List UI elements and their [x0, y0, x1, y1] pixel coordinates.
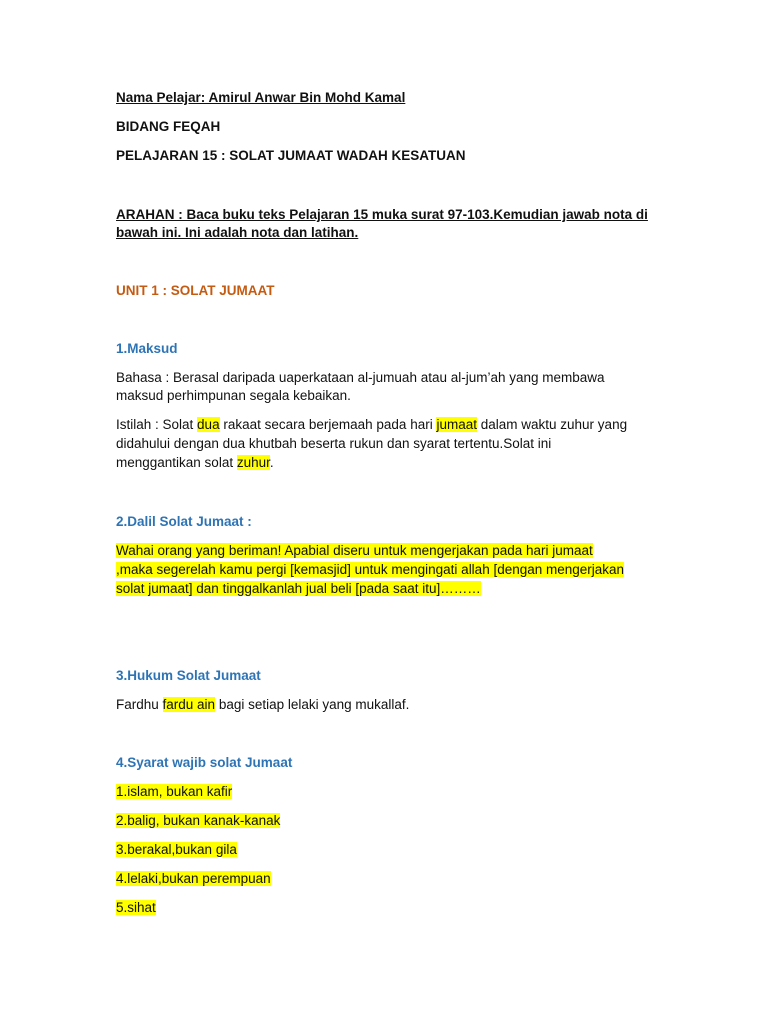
hukum-heading: 3.Hukum Solat Jumaat: [116, 668, 261, 683]
dalil-heading: 2.Dalil Solat Jumaat :: [116, 514, 252, 529]
syarat-item-5: 5.sihat: [116, 900, 156, 915]
dalil-line-2: [116, 560, 624, 579]
istilah-line-2: didahului dengan dua khutbah beserta rukun dan syarat tertentu.Solat ini: [116, 436, 552, 451]
instruction-line-1: ARAHAN : Baca buku teks Pelajaran 15 muka surat 97-103.Kemudian jawab nota di: [116, 207, 648, 222]
hukum-line: [116, 695, 409, 714]
highlight-dua: dua: [197, 417, 220, 432]
syarat-item-4: 4.lelaki,bukan perempuan: [116, 871, 271, 886]
istilah-text-a: Istilah : Solat: [116, 417, 198, 432]
syarat-heading: 4.Syarat wajib solat Jumaat: [116, 755, 293, 770]
istilah-line-3: [116, 453, 274, 472]
istilah-text-d: menggantikan solat: [116, 455, 237, 470]
student-name: Nama Pelajar: Amirul Anwar Bin Mohd Kamal: [116, 90, 406, 105]
highlight-fardu-ain: fardu ain: [162, 697, 216, 712]
dalil-line-3: [116, 579, 481, 598]
istilah-line-1: [116, 415, 627, 434]
list-item: [116, 898, 156, 917]
lesson-title: PELAJARAN 15 : SOLAT JUMAAT WADAH KESATUAN: [116, 148, 466, 163]
istilah-text-e: .: [269, 455, 274, 470]
syarat-item-2: 2.balig, bukan kanak-kanak: [116, 813, 281, 828]
field-title: BIDANG FEQAH: [116, 119, 221, 134]
dalil-line-1: [116, 541, 593, 560]
hukum-text-b: bagi setiap lelaki yang mukallaf.: [215, 697, 410, 712]
istilah-text-b: rakaat secara berjemaah pada hari: [219, 417, 437, 432]
instruction-line-2: bawah ini. Ini adalah nota dan latihan.: [116, 225, 359, 240]
dalil-text-1: Wahai orang yang beriman! Apabial diseru untuk mengerjakan pada hari jumaat: [116, 543, 593, 558]
list-item: [116, 840, 237, 859]
dalil-text-2: ,maka segerelah kamu pergi [kemasjid] untuk mengingati allah [dengan mengerjakan: [116, 562, 625, 577]
istilah-text-c: dalam waktu zuhur yang: [477, 417, 628, 432]
maksud-heading: 1.Maksud: [116, 341, 178, 356]
unit-heading: UNIT 1 : SOLAT JUMAAT: [116, 283, 275, 298]
syarat-item-1: 1.islam, bukan kafir: [116, 784, 233, 799]
highlight-zuhur: zuhur: [236, 455, 270, 470]
list-item: [116, 782, 232, 801]
syarat-item-3: 3.berakal,bukan gila: [116, 842, 237, 857]
list-item: [116, 811, 280, 830]
bahasa-line-2: maksud perhimpunan segala kebaikan.: [116, 388, 351, 403]
hukum-text-a: Fardhu: [116, 697, 163, 712]
dalil-text-3: solat jumaat] dan tinggalkanlah jual beli [pada saat itu]………: [116, 581, 481, 596]
highlight-jumaat: jumaat: [436, 417, 477, 432]
bahasa-line-1: Bahasa : Berasal daripada uaperkataan al-jumuah atau al-jum’ah yang membawa: [116, 370, 605, 385]
list-item: [116, 869, 271, 888]
